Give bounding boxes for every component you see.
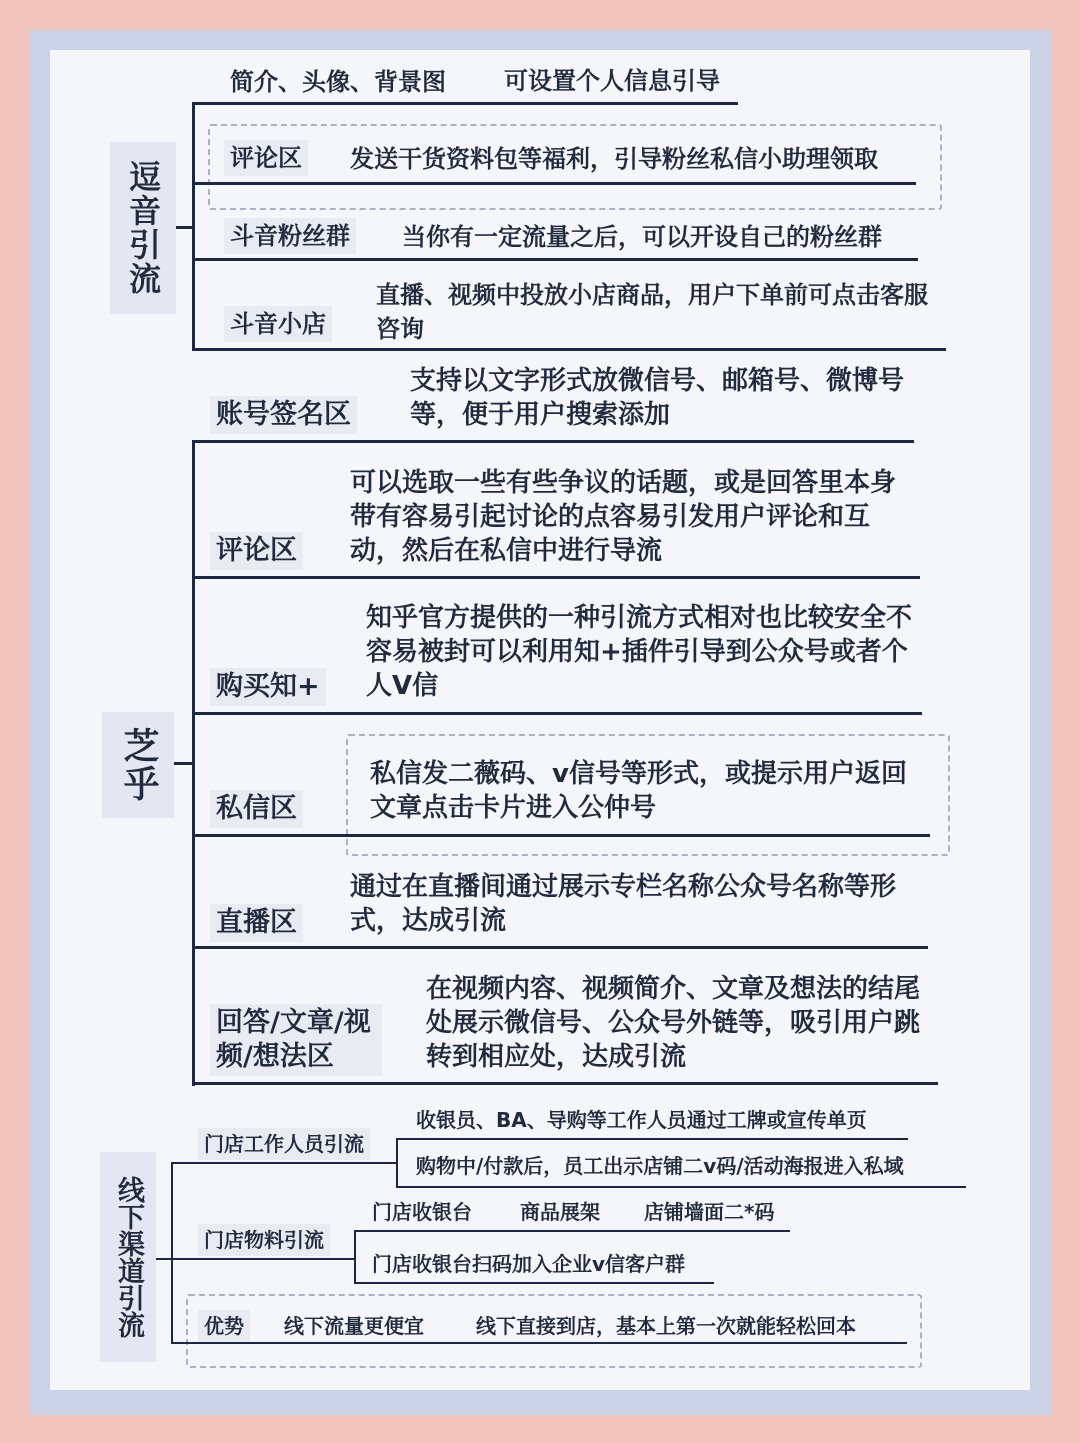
douyin-row-3-line (192, 258, 918, 261)
zhihu-row-6-desc: 在视频内容、视频简介、文章及想法的结尾处展示微信号、公众号外链等，吸引用户跳转到相应处，达成引流 (426, 974, 921, 1072)
douyin-row-4-line (192, 348, 946, 351)
zhihu-row-5-desc: 通过在直播间通过展示专栏名称公众号名称等形式，达成引流 (350, 872, 897, 936)
douyin-spine (192, 102, 195, 350)
douyin-row-1-label: 简介、头像、背景图 (230, 68, 446, 96)
offline-material-item-2: 商品展架 (520, 1200, 600, 1224)
offline-material-spine (354, 1230, 356, 1284)
offline-material-item-3: 店铺墙面二*码 (644, 1200, 775, 1224)
douyin-row-1-desc: 可设置个人信息引导 (504, 67, 720, 95)
zhihu-row-4-desc: 私信发二薇码、v信号等形式，或提示用户返回文章点击卡片进入公仲号 (370, 759, 907, 823)
zhihu-row-3-desc: 知乎官方提供的一种引流方式相对也比较安全不容易被封可以利用知+插件引导到公众号或者个人V信 (366, 603, 913, 701)
zhihu-row-4-label: 私信区 (210, 790, 303, 828)
zhihu-spine (192, 440, 195, 1086)
offline-staff-item-1: 收银员、BA、导购等工作人员通过工牌或宣传单页 (416, 1108, 867, 1132)
zhihu-row-6-label: 回答/文章/视频/想法区 (210, 1004, 382, 1076)
douyin-title: 逗音引流 (110, 142, 176, 314)
zhihu-row-5-label: 直播区 (210, 904, 303, 942)
offline-advantage-item-1: 线下流量更便宜 (284, 1314, 424, 1338)
offline-material-label: 门店物料引流 (198, 1224, 330, 1256)
zhihu-connector (174, 762, 194, 765)
zhihu-row-5-line (192, 946, 928, 949)
offline-staff-item-2: 购物中/付款后，员工出示店铺二v码/活动海报进入私域 (416, 1154, 904, 1178)
zhihu-title: 芝乎 (102, 712, 174, 818)
offline-material-item-4-line (354, 1282, 714, 1284)
offline-staff-item-2-line (396, 1186, 966, 1188)
offline-spine (171, 1162, 173, 1342)
offline-material-item-1-line (354, 1230, 790, 1232)
zhihu-row-2-desc: 可以选取一些有些争议的话题，或是回答里本身带有容易引起讨论的点容易引发用户评论和互动，然后在私信中进行导流 (350, 468, 897, 566)
offline-title: 线下渠道引流 (100, 1152, 156, 1362)
zhihu-row-2-label: 评论区 (210, 532, 303, 570)
offline-material-line (171, 1258, 355, 1260)
douyin-row-2-desc: 发送干货资料包等福利，引导粉丝私信小助理领取 (350, 145, 878, 173)
offline-staff-line (171, 1162, 397, 1164)
douyin-row-1-line (192, 102, 738, 105)
offline-staff-item-1-line (396, 1138, 908, 1140)
douyin-row-4-label: 斗音小店 (224, 306, 332, 342)
offline-advantage-label: 优势 (198, 1310, 250, 1342)
offline-advantage-item-2: 线下直接到店，基本上第一次就能轻松回本 (476, 1314, 856, 1338)
offline-material-item-1: 门店收银台 (372, 1200, 472, 1224)
offline-staff-spine (396, 1138, 398, 1188)
douyin-row-3-label: 斗音粉丝群 (224, 218, 356, 254)
zhihu-row-6-line (192, 1082, 938, 1085)
zhihu-row-1-desc: 支持以文字形式放微信号、邮箱号、微博号等，便于用户搜索添加 (410, 366, 905, 430)
douyin-row-4-desc: 直播、视频中投放小店商品，用户下单前可点击客服咨询 (376, 281, 928, 343)
zhihu-row-1-line (192, 440, 914, 443)
offline-material-item-4: 门店收银台扫码加入企业v信客户群 (372, 1252, 686, 1276)
zhihu-row-2-line (192, 576, 920, 579)
douyin-row-2-line (192, 182, 916, 185)
offline-connector (156, 1258, 172, 1260)
zhihu-row-1-label: 账号签名区 (210, 396, 357, 434)
douyin-row-2-label: 评论区 (224, 140, 308, 176)
zhihu-row-3-line (192, 712, 922, 715)
zhihu-row-3-label: 购买知+ (210, 668, 326, 706)
douyin-row-3-desc: 当你有一定流量之后，可以开设自己的粉丝群 (402, 223, 882, 251)
offline-staff-label: 门店工作人员引流 (198, 1128, 370, 1160)
offline-advantage-line (171, 1342, 907, 1344)
zhihu-row-4-line (192, 834, 930, 837)
